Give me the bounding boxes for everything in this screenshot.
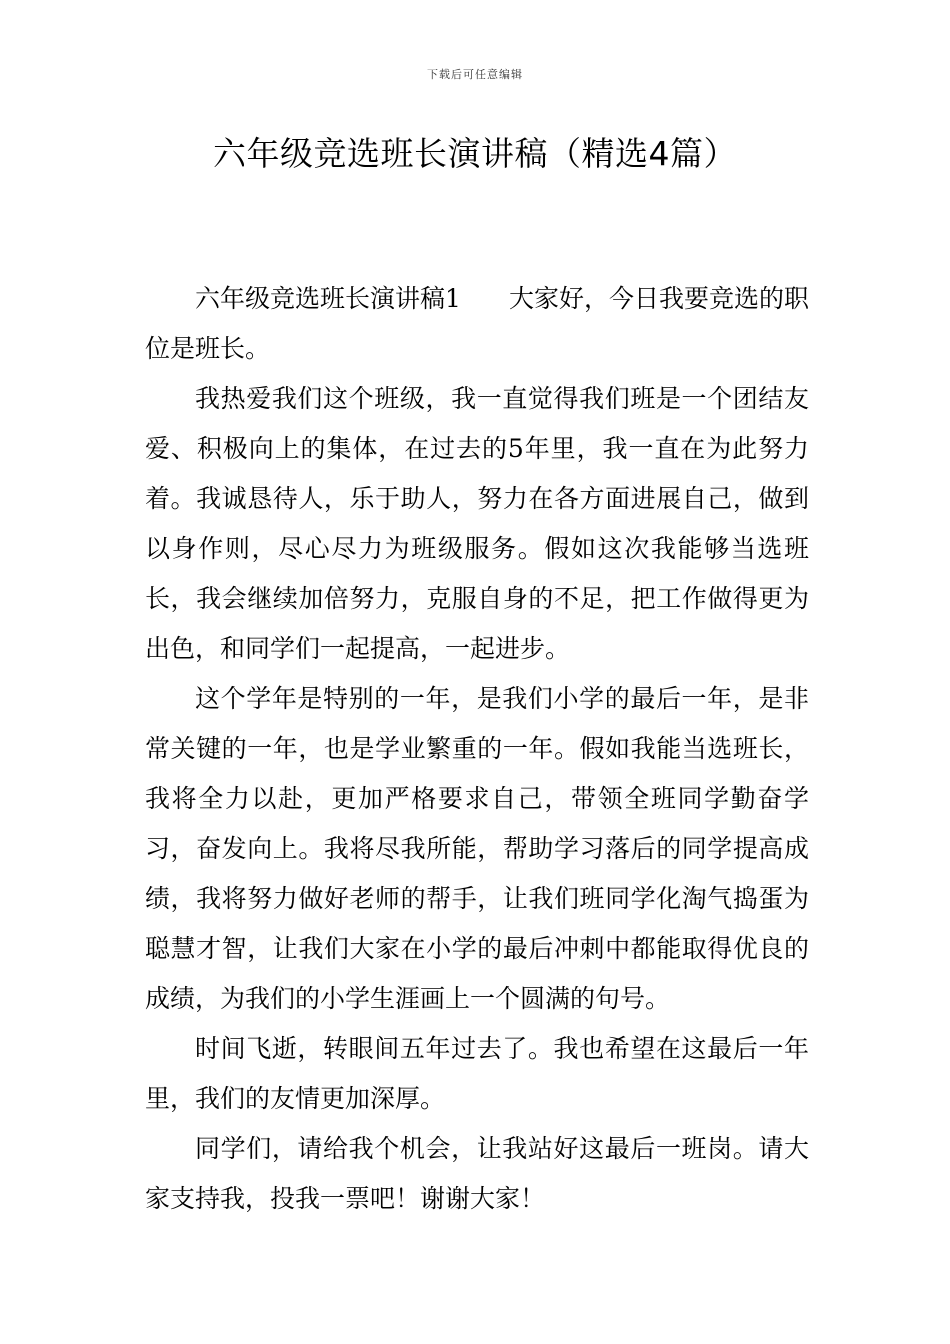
paragraph-5: 同学们，请给我个机会，让我站好这最后一班岗。请大家支持我，投我一票吧！谢谢大家！	[145, 1134, 809, 1213]
paragraph-4: 时间飞逝，转眼间五年过去了。我也希望在这最后一年里，我们的友情更加深厚。	[145, 1034, 809, 1113]
paragraph-2: 我热爱我们这个班级，我一直觉得我们班是一个团结友爱、积极向上的集体，在过去的5年里，我一直在为此努力着。我诚恳待人，乐于助人，努力在各方面进展自己，做到以身作则，尽心尽力为班级服务。假如这次我能够当选班长，我会继续加倍努力，克服自身的不足，把工作做得更为出色，和同学们一起提高，一起进步。	[145, 384, 809, 663]
document-title: 六年级竞选班长演讲稿（精选4篇）	[213, 134, 737, 173]
page-header-note: 下载后可任意编辑	[427, 68, 523, 81]
speech-heading: 六年级竞选班长演讲稿1	[195, 284, 461, 313]
paragraph-1-text: 大家好，今日我要竞选的职位是班长。	[145, 284, 809, 363]
paragraph-3: 这个学年是特别的一年，是我们小学的最后一年，是非常关键的一年，也是学业繁重的一年。假如我能当选班长，我将全力以赴，更加严格要求自己，带领全班同学勤奋学习，奋发向上。我将尽我所能，帮助学习落后的同学提高成绩，我将努力做好老师的帮手，让我们班同学化淘气捣蛋为聪慧才智，让我们大家在小学的最后冲刺中都能取得优良的成绩，为我们的小学生涯画上一个圆满的句号。	[145, 684, 809, 1013]
document-body	[145, 274, 809, 1224]
paragraph-1	[145, 274, 809, 374]
